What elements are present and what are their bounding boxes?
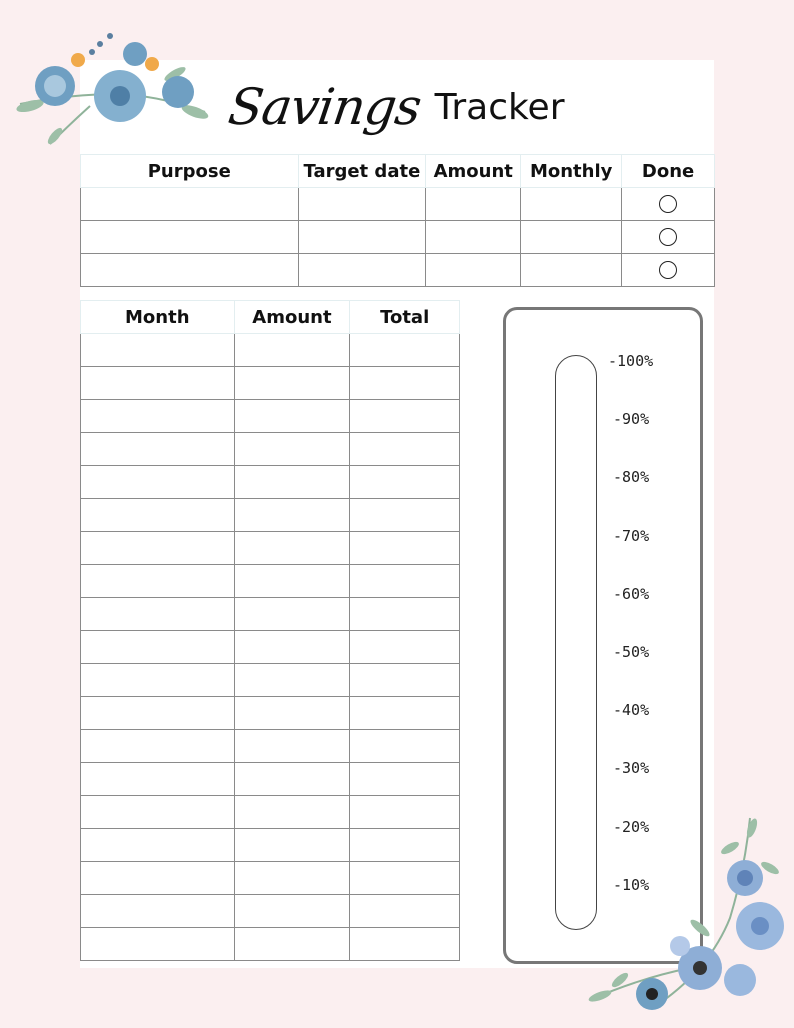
thermometer-tick-label: -90% (613, 410, 650, 429)
total-cell[interactable] (350, 730, 460, 763)
page-title (80, 60, 714, 154)
month-cell[interactable] (81, 697, 235, 730)
month-cell[interactable] (81, 499, 235, 532)
month-cell[interactable] (81, 631, 235, 664)
total-cell[interactable] (350, 466, 460, 499)
amount-cell[interactable] (234, 433, 350, 466)
monthly-table (80, 300, 460, 961)
amount-cell[interactable] (234, 334, 350, 367)
thermometer-tick-label: -20% (613, 817, 650, 836)
monthly-cell[interactable] (521, 254, 622, 287)
monthly-row (81, 730, 460, 763)
total-cell[interactable] (350, 433, 460, 466)
amount-cell[interactable] (234, 400, 350, 433)
monthly-row (81, 895, 460, 928)
total-cell[interactable] (350, 334, 460, 367)
total-cell[interactable] (350, 532, 460, 565)
amount-cell[interactable] (234, 829, 350, 862)
month-cell[interactable] (81, 433, 235, 466)
amount-cell[interactable] (234, 763, 350, 796)
purpose-cell[interactable] (81, 254, 299, 287)
thermometer-tick-label: -80% (613, 468, 650, 487)
monthly-row (81, 367, 460, 400)
total-cell[interactable] (350, 796, 460, 829)
month-cell[interactable] (81, 730, 235, 763)
amount-cell[interactable] (234, 565, 350, 598)
goals-header-row (81, 155, 715, 188)
monthly-row (81, 664, 460, 697)
month-cell[interactable] (81, 334, 235, 367)
total-cell[interactable] (350, 829, 460, 862)
amount-cell[interactable] (234, 895, 350, 928)
monthly-cell[interactable] (521, 221, 622, 254)
total-cell[interactable] (350, 895, 460, 928)
month-cell[interactable] (81, 829, 235, 862)
purpose-cell[interactable] (81, 221, 299, 254)
monthly-row (81, 862, 460, 895)
total-cell[interactable] (350, 664, 460, 697)
header-target-date: Target date (298, 155, 426, 188)
total-cell[interactable] (350, 631, 460, 664)
monthly-row (81, 565, 460, 598)
total-cell[interactable] (350, 565, 460, 598)
amount-cell[interactable] (234, 730, 350, 763)
amount-cell[interactable] (426, 221, 521, 254)
thermometer-tick-label: -100% (608, 352, 654, 370)
monthly-row (81, 598, 460, 631)
monthly-cell[interactable] (521, 188, 622, 221)
done-cell (622, 254, 715, 287)
monthly-row (81, 829, 460, 862)
amount-cell[interactable] (234, 466, 350, 499)
header-done: Done (622, 155, 715, 188)
purpose-cell[interactable] (81, 188, 299, 221)
goals-table (80, 154, 715, 287)
thermometer-tick-label: -30% (613, 759, 650, 778)
thermometer-tick-label: -70% (613, 526, 650, 545)
total-cell[interactable] (350, 400, 460, 433)
amount-cell[interactable] (234, 598, 350, 631)
goal-row (81, 188, 715, 221)
month-cell[interactable] (81, 796, 235, 829)
header-month: Month (81, 301, 235, 334)
month-cell[interactable] (81, 928, 235, 961)
total-cell[interactable] (350, 499, 460, 532)
header-amount: Amount (426, 155, 521, 188)
header-total: Total (350, 301, 460, 334)
amount-cell[interactable] (234, 499, 350, 532)
amount-cell[interactable] (234, 862, 350, 895)
amount-cell[interactable] (234, 631, 350, 664)
monthly-row (81, 466, 460, 499)
thermometer-tick-label: -40% (613, 701, 650, 720)
monthly-row (81, 796, 460, 829)
goal-row (81, 221, 715, 254)
bottom-right-flower-icon (580, 808, 794, 1020)
month-cell[interactable] (81, 598, 235, 631)
amount-cell[interactable] (234, 367, 350, 400)
month-cell[interactable] (81, 400, 235, 433)
thermometer-tick-label: -50% (613, 643, 650, 661)
month-cell[interactable] (81, 862, 235, 895)
title-main: Tracker (434, 86, 565, 128)
amount-cell[interactable] (234, 697, 350, 730)
month-cell[interactable] (81, 466, 235, 499)
done-cell (622, 221, 715, 254)
total-cell[interactable] (350, 763, 460, 796)
total-cell[interactable] (350, 862, 460, 895)
done-radio[interactable] (659, 228, 677, 246)
thermometer-tick-label: -10% (613, 875, 650, 894)
target-date-cell[interactable] (298, 221, 426, 254)
amount-cell[interactable] (426, 188, 521, 221)
month-cell[interactable] (81, 664, 235, 697)
monthly-row (81, 334, 460, 367)
monthly-row (81, 697, 460, 730)
thermometer-tick-label: -60% (613, 584, 650, 603)
target-date-cell[interactable] (298, 254, 426, 287)
goal-row (81, 254, 715, 287)
amount-cell[interactable] (234, 532, 350, 565)
month-cell[interactable] (81, 532, 235, 565)
monthly-row (81, 499, 460, 532)
amount-cell[interactable] (234, 664, 350, 697)
done-cell (622, 188, 715, 221)
target-date-cell[interactable] (298, 188, 426, 221)
total-cell[interactable] (350, 598, 460, 631)
total-cell[interactable] (350, 697, 460, 730)
monthly-row (81, 400, 460, 433)
month-cell[interactable] (81, 763, 235, 796)
title-script: Savings (225, 78, 425, 136)
header-purpose: Purpose (81, 155, 299, 188)
monthly-row (81, 433, 460, 466)
amount-cell[interactable] (234, 928, 350, 961)
done-radio[interactable] (659, 261, 677, 279)
monthly-row (81, 763, 460, 796)
header-monthly: Monthly (521, 155, 622, 188)
done-radio[interactable] (659, 195, 677, 213)
monthly-row (81, 532, 460, 565)
monthly-row (81, 928, 460, 961)
month-cell[interactable] (81, 565, 235, 598)
monthly-header-row (81, 301, 460, 334)
header-amount: Amount (234, 301, 350, 334)
monthly-row (81, 631, 460, 664)
total-cell[interactable] (350, 928, 460, 961)
total-cell[interactable] (350, 367, 460, 400)
month-cell[interactable] (81, 895, 235, 928)
amount-cell[interactable] (426, 254, 521, 287)
month-cell[interactable] (81, 367, 235, 400)
amount-cell[interactable] (234, 796, 350, 829)
